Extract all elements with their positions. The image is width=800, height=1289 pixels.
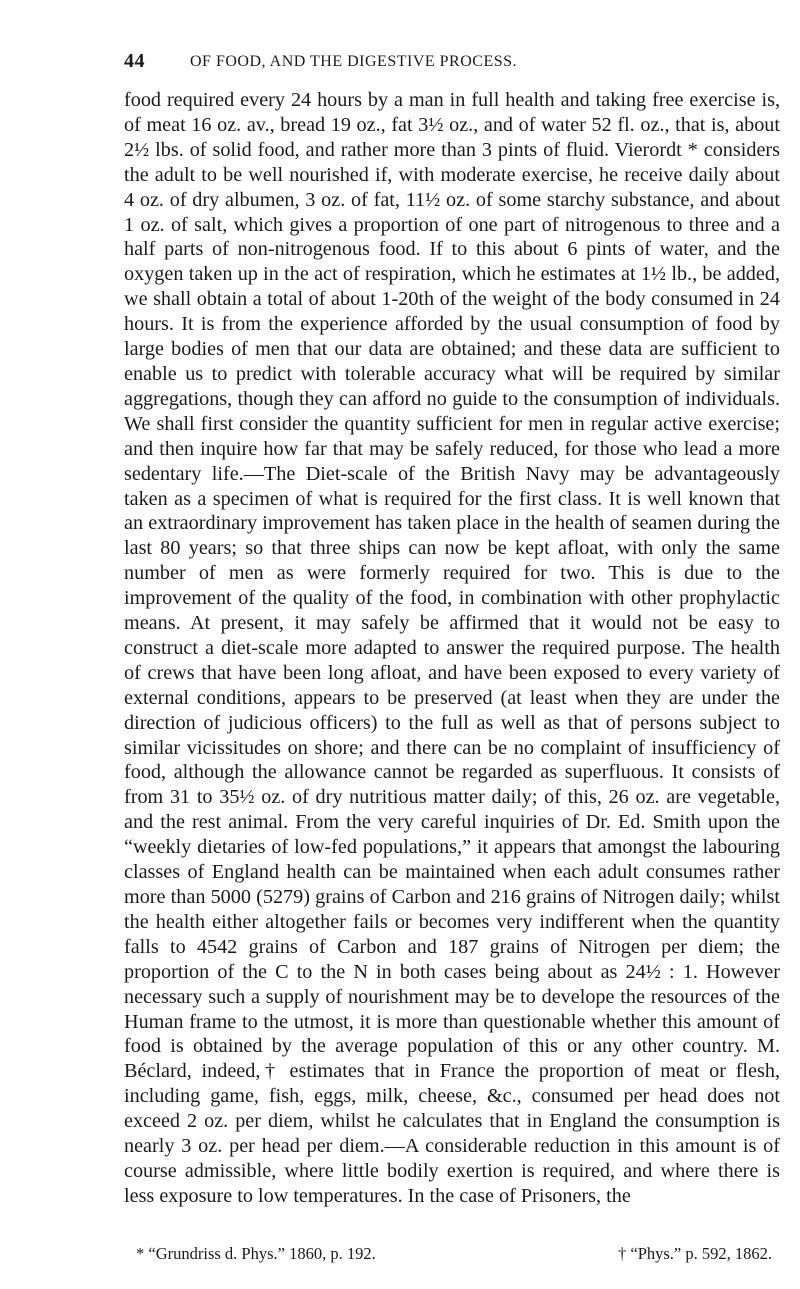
footnote-asterisk: * “Grundriss d. Phys.” 1860, p. 192. (136, 1244, 376, 1263)
footnote-dagger: † “Phys.” p. 592, 1862. (618, 1244, 772, 1263)
running-title: OF FOOD, AND THE DIGESTIVE PROCESS. (190, 53, 518, 70)
running-head (124, 50, 780, 80)
footnotes (136, 1244, 776, 1270)
body-paragraph: food required every 24 hours by a man in full health and taking free exercise is, of meat 16 oz. av., bread 19 oz., fat 3½ oz., and of water 52 fl. oz., that is, about 2½ lbs. of solid food, and rather more than 3 pints of fluid. Vierordt * considers the adult to be well nourished if, with moderate exercise, he receive daily about 4 oz. of dry albumen, 3 oz. of fat, 11½ oz. of some starchy substance, and about 1 oz. of salt, which gives a proportion of one part of nitrogenous to three and a half parts of non-nitrogenous food. If to this about 6 pints of water, and the oxygen taken up in the act of respiration, which he estimates at 1½ lb., be added, we shall obtain a total of about 1-20th of the weight of the body consumed in 24 hours. It is from the experience afforded by the usual consumption of food by large bodies of men that our data are obtained; and these data are sufficient to enable us to predict with tolerable accuracy what will be required by similar aggregations, though they can afford no guide to the consumption of individuals. We shall first consider the quantity sufficient for men in regular active exercise; and then inquire how far that may be safely reduced, for those who lead a more sedentary life.—The Diet-scale of the British Navy may be advantageously taken as a specimen of what is required for the first class. It is well known that an extraordinary improvement has taken place in the health of seamen during the last 80 years; so that three ships can now be kept afloat, with only the same number of men as were formerly required for two. This is due to the improvement of the quality of the food, in combination with other prophylactic means. At present, it may safely be affirmed that it would not be easy to construct a diet-scale more adapted to answer the required purpose. The health of crews that have been long afloat, and have been exposed to every variety of external conditions, appears to be preserved (at least when they are under the direction of judicious officers) to the full as well as that of persons subject to similar vicissitudes on shore; and there can be no complaint of insufficiency of food, although the allowance cannot be regarded as superfluous. It consists of from 31 to 35½ oz. of dry nutritious matter daily; of this, 26 oz. are vegetable, and the rest animal. From the very careful inquiries of Dr. Ed. Smith upon the “weekly dietaries of low-fed populations,” it appears that amongst the labouring classes of England health can be maintained when each adult consumes rather more than 5000 (5279) grains of Carbon and 216 grains of Nitrogen daily; whilst the health either altogether fails or becomes very indifferent when the quantity falls to 4542 grains of Carbon and 187 grains of Nitrogen per diem; the proportion of the C to the N in both cases being about as 24½ : 1. However necessary such a supply of nourishment may be to develope the resources of the Human frame to the utmost, it is more than questionable whether this amount of food is obtained by the average population of this or any other country. M. Béclard, indeed,† estimates that in France the proportion of meat or flesh, including game, fish, eggs, milk, cheese, &c., consumed per head does not exceed 2 oz. per diem, whilst he calculates that in England the consumption is nearly 3 oz. per head per diem.—A considerable reduction in this amount is of course admissible, where little bodily exertion is required, and where there is less exposure to low temperatures. In the case of Prisoners, the (124, 89, 780, 1207)
page-number: 44 (124, 50, 145, 72)
